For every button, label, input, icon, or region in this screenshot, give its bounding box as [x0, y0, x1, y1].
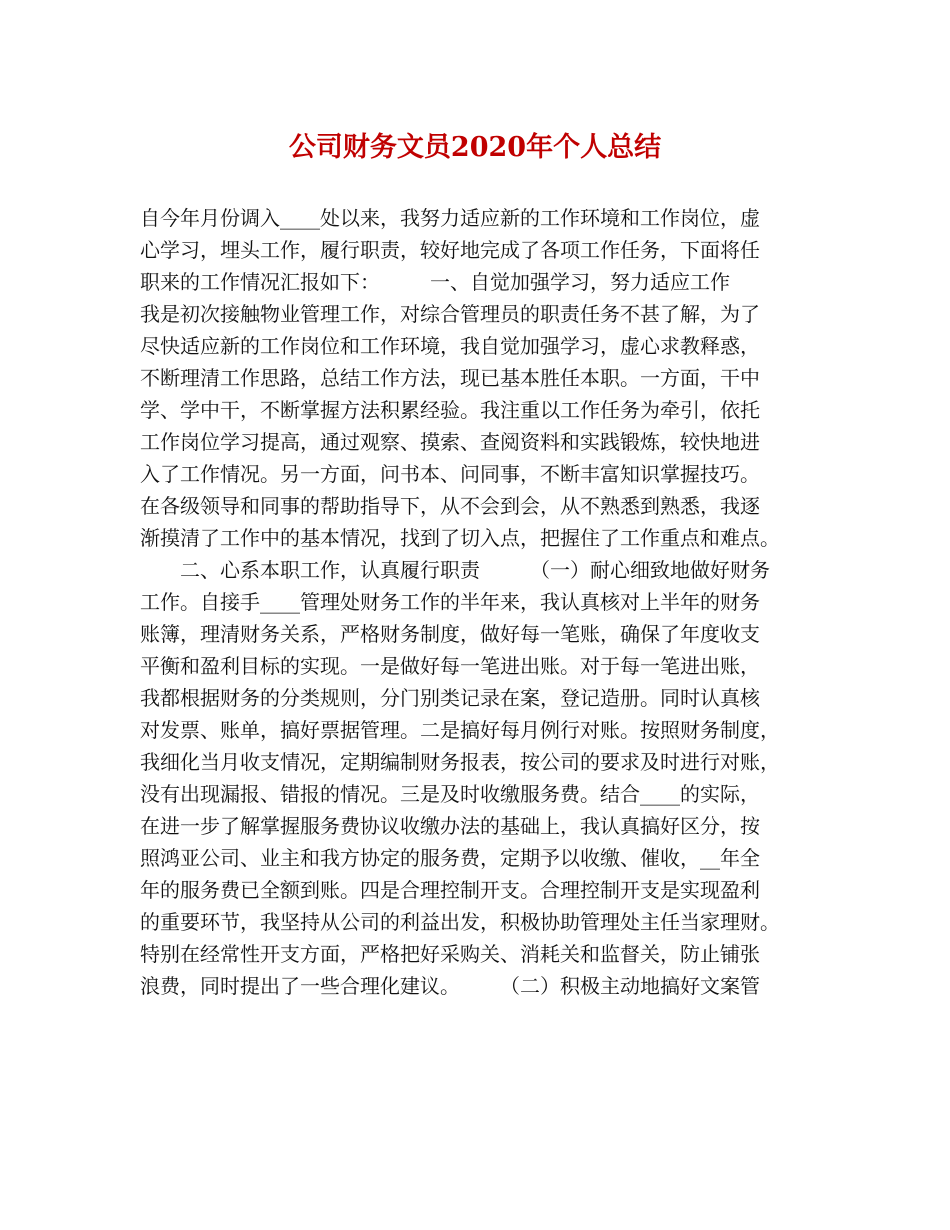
body-line: 浪费，同时提出了一些合理化建议。 （二）积极主动地搞好文案管	[140, 974, 760, 998]
body-line: 学、学中干，不断掌握方法积累经验。我注重以工作任务为牵引，依托	[140, 398, 760, 422]
body-line: 我是初次接触物业管理工作，对综合管理员的职责任务不甚了解，为了	[140, 302, 760, 326]
body-line: 账簿，理清财务关系，严格财务制度，做好每一笔账，确保了年度收支	[140, 622, 760, 646]
body-line: 工作。自接手____管理处财务工作的半年来，我认真核对上半年的财务	[140, 590, 760, 614]
body-line: 不断理清工作思路，总结工作方法，现已基本胜任本职。一方面，干中	[140, 366, 760, 390]
body-line: 在各级领导和同事的帮助指导下，从不会到会，从不熟悉到熟悉，我逐	[140, 494, 760, 518]
body-line: 入了工作情况。另一方面，问书本、问同事，不断丰富知识掌握技巧。	[140, 462, 760, 486]
body-line: 尽快适应新的工作岗位和工作环境，我自觉加强学习，虚心求教释惑，	[140, 334, 760, 358]
body-line: 自今年月份调入____处以来，我努力适应新的工作环境和工作岗位，虚	[140, 206, 760, 230]
body-line: 的重要环节，我坚持从公司的利益出发，积极协助管理处主任当家理财。	[140, 910, 780, 934]
document-title: 公司财务文员2020年个人总结	[288, 132, 662, 163]
body-line: 职来的工作情况汇报如下： 一、自觉加强学习，努力适应工作	[140, 270, 730, 294]
body-line: 特别在经常性开支方面，严格把好采购关、消耗关和监督关，防止铺张	[140, 942, 760, 966]
document-body	[140, 202, 820, 1002]
body-line: 没有出现漏报、错报的情况。三是及时收缴服务费。结合____的实际，	[140, 782, 760, 806]
body-line: 二、心系本职工作，认真履行职责 （一）耐心细致地做好财务	[140, 558, 770, 582]
body-line: 心学习，埋头工作，履行职责，较好地完成了各项工作任务，下面将任	[140, 238, 760, 262]
body-line: 渐摸清了工作中的基本情况，找到了切入点，把握住了工作重点和难点。	[140, 526, 780, 550]
body-line: 我都根据财务的分类规则，分门别类记录在案，登记造册。同时认真核	[140, 686, 760, 710]
body-line: 工作岗位学习提高，通过观察、摸索、查阅资料和实践锻炼，较快地进	[140, 430, 760, 454]
body-line: 在进一步了解掌握服务费协议收缴办法的基础上，我认真搞好区分，按	[140, 814, 760, 838]
body-line: 照鸿亚公司、业主和我方协定的服务费，定期予以收缴、催收，__年全	[140, 846, 760, 870]
body-line: 我细化当月收支情况，定期编制财务报表，按公司的要求及时进行对账，	[140, 750, 780, 774]
body-line: 对发票、账单，搞好票据管理。二是搞好每月例行对账。按照财务制度，	[140, 718, 780, 742]
body-line: 平衡和盈利目标的实现。一是做好每一笔进出账。对于每一笔进出账，	[140, 654, 760, 678]
body-line: 年的服务费已全额到账。四是合理控制开支。合理控制开支是实现盈利	[140, 878, 760, 902]
